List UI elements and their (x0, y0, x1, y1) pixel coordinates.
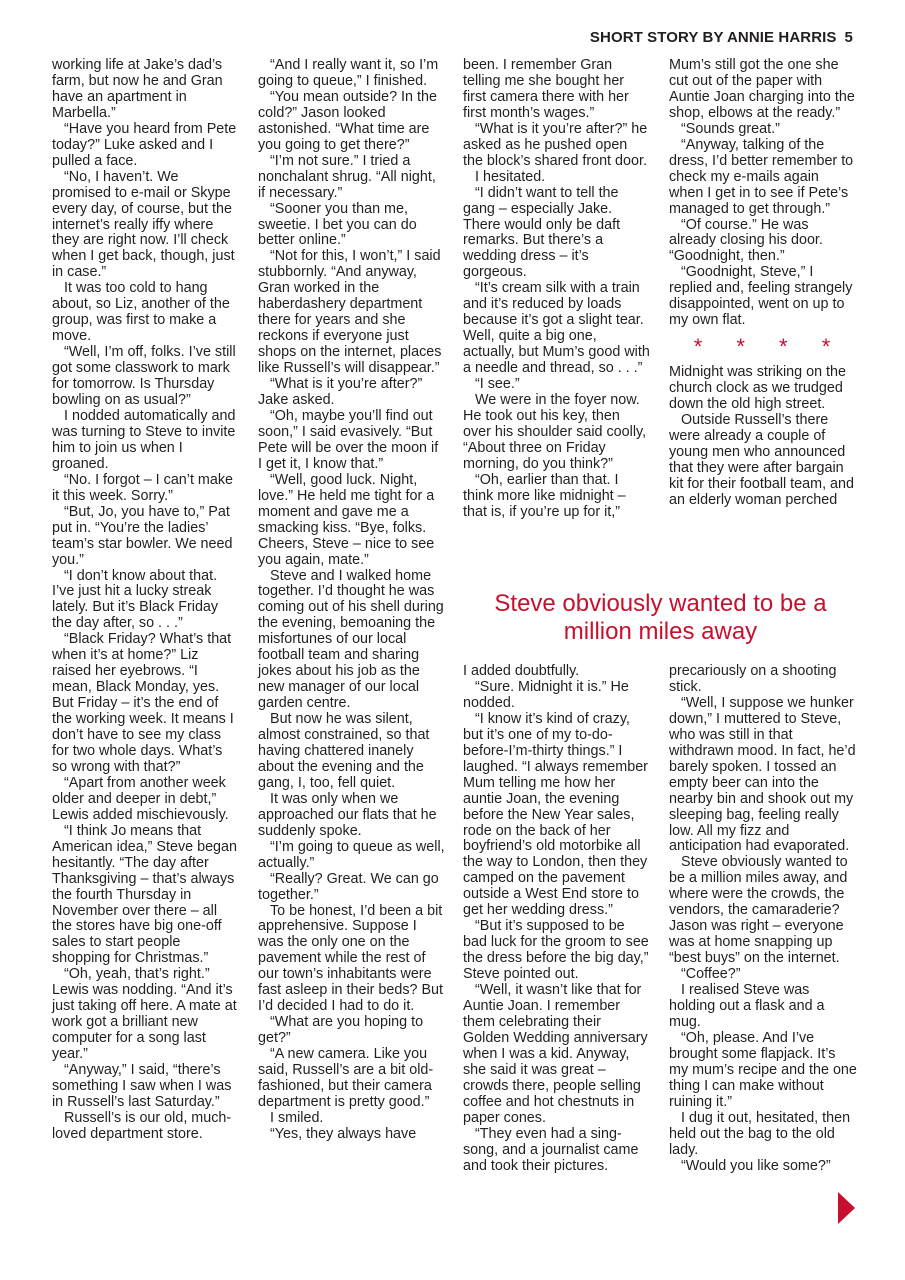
paragraph: “I know it’s kind of crazy, but it’s one of my to-do-before-I’m-thirty things.” I laughed. “I always remember Mum telling me how her auntie Joan, the evening before the New Year sales, rode on the back of her boyfriend’s old motorbike all the way to London, then they camped on the pavement outside a West End store to get her wedding dress.” (463, 710, 648, 919)
paragraph: working life at Jake’s dad’s farm, but now he and Gran have an apartment in Marbella.” (52, 57, 223, 121)
paragraph: I added doubtfully. (463, 663, 580, 679)
paragraph: “No, I haven’t. We promised to e-mail or Skype every day, of course, but the internet’s really iffy where they are right now. I’ll check when I get back, though, just in case.” (52, 168, 235, 281)
paragraph: “Yes, they always have (270, 1125, 417, 1142)
paragraph: “Oh, earlier than that. I think more like midnight – that is, if you’re up for it,” (463, 471, 626, 520)
paragraph: “A new camera. Like you said, Russell’s are a bit old-fashioned, but their camera department is pretty good.” (258, 1046, 434, 1110)
column-1 (52, 58, 240, 1143)
column-4-top-paras (669, 58, 857, 329)
paragraph: “You mean outside? In the cold?” Jason looked astonished. “What time are you going to get there?” (258, 88, 437, 153)
column-3-bottom (463, 664, 651, 1175)
paragraph: “Coffee?” (681, 966, 741, 983)
column-4-bottom (669, 664, 857, 1175)
paragraph: “No. I forgot – I can’t make it this week. Sorry.” (52, 471, 234, 504)
paragraph: precariously on a shooting stick. (669, 663, 837, 695)
paragraph: It was only when we approached our flats that he suddenly spoke. (258, 790, 437, 839)
paragraph: I smiled. (270, 1109, 324, 1126)
paragraph: “Well, I suppose we hunker down,” I muttered to Steve, who was still in that withdrawn mood. In fact, he’d barely spoken. I tossed an empty beer can into the nearby bin and shook out my sleeping bag, feeling really low. All my fizz and anticipation had evaporated. (669, 694, 856, 855)
paragraph: We were in the foyer now. He took out his key, then over his shoulder said coolly, “About three on Friday morning, do you think?” (463, 392, 647, 472)
paragraph: “Anyway,” I said, “there’s something I saw when I was in Russell’s last Saturday.” (52, 1062, 232, 1110)
paragraph: “Black Friday? What’s that when it’s at home?” Liz raised her eyebrows. “I mean, Black Monday, yes. But Friday – it’s the end of the working week. It means I don’t have to see my class for two whole days. What’s so wrong with that?” (52, 631, 234, 775)
column-4-top (669, 58, 857, 509)
paragraph: I hesitated. (475, 168, 546, 185)
paragraph: “I’m not sure.” I tried a nonchalant shrug. “All night, if necessary.” (258, 152, 436, 201)
paragraph: “Of course.” He was already closing his door. “Goodnight, then.” (669, 216, 823, 265)
paragraph: “Apart from another week older and deeper in debt,” Lewis added mischievously. (52, 774, 229, 823)
paragraph: Outside Russell’s there were already a couple of young men who announced that they were after bargain kit for their football team, and an elderly woman perched (669, 412, 854, 508)
paragraph: Steve and I walked home together. I’d thought he was coming out of his shell during the evening, bemoaning the misfortunes of our local football team and sharing jokes about his job as the new manager of our local garden centre. (258, 567, 444, 712)
paragraph: “Have you heard from Pete today?” Luke asked and I pulled a face. (52, 120, 237, 169)
paragraph: Midnight was striking on the church clock as we trudged down the old high street. (669, 364, 846, 413)
paragraph: Steve obviously wanted to be a million miles away, and where were the crowds, the vendors, the camaraderie? Jason was right – everyone was at home snapping up “best buys” on the internet. (669, 854, 848, 967)
paragraph: “Oh, yeah, that’s right.” Lewis was nodding. “And it’s just taking off here. A mate at work got a brilliant new computer for a song last year.” (52, 966, 237, 1063)
paragraph: “And I really want it, so I’m going to queue,” I finished. (258, 57, 439, 89)
page-header (590, 29, 853, 46)
paragraph: “Well, good luck. Night, love.” He held me tight for a moment and gave me a smacking kiss. “Bye, folks. Cheers, Steve – nice to see you again, mate.” (258, 471, 435, 568)
paragraph: “Really? Great. We can go together.” (258, 870, 439, 903)
paragraph: To be honest, I’d been a bit apprehensive. Suppose I was the only one on the pavement while the rest of our town’s inhabitants were fast asleep in their beds? But I’d decided I had to do it. (258, 902, 443, 1015)
paragraph: “Well, I’m off, folks. I’ve still got some classwork to mark for tomorrow. Is Thursday bowling on as usual?” (52, 344, 236, 409)
paragraph: “What is it you’re after?” Jake asked. (258, 376, 423, 409)
paragraph: Russell’s is our old, much-loved department store. (52, 1109, 232, 1142)
paragraph: “It’s cream silk with a train and it’s reduced by loads because it’s got a slight tear. Well, quite a big one, actually, but Mum’s good with a needle and thread, so . . .” (463, 280, 650, 377)
paragraph: “But it’s supposed to be bad luck for the groom to see the dress before the big day,” Steve pointed out. (463, 918, 649, 983)
paragraph: I nodded automatically and was turning to Steve to invite him to join us when I groaned. (52, 407, 236, 472)
paragraph: “Sure. Midnight it is.” He nodded. (463, 678, 629, 711)
paragraph: been. I remember Gran telling me she bought her first camera there with her first month’s wages.” (463, 57, 629, 121)
pull-quote: Steve obviously wanted to be a million miles away (494, 590, 827, 645)
paragraph: “Oh, please. And I’ve brought some flapjack. It’s my mum’s recipe and the one thing I can make without ruining it.” (669, 1029, 857, 1110)
paragraph: It was too cold to hang about, so Liz, another of the group, was first to make a move. (52, 280, 230, 345)
paragraph: “I think Jo means that American idea,” Steve began hesitantly. “The day after Thanksgiving – that’s always the fourth Thursday in November over there – all the stores have big one-off sales to start people shopping for Christmas.” (52, 822, 237, 967)
paragraph: “Anyway, talking of the dress, I’d better remember to check my e-mails again when I get in to see if Pete’s managed to get through.” (669, 136, 854, 217)
paragraph: “Would you like some?” (681, 1157, 831, 1174)
paragraph: “Well, it wasn’t like that for Auntie Joan. I remember them celebrating their Golden Wedding anniversary when I was a kid. Anyway, she said it was great – crowds there, people selling coffee and hot chestnuts in paper cones. (463, 982, 648, 1126)
paragraph: “Not for this, I won’t,” I said stubbornly. “And anyway, Gran worked in the haberdashery department there for years and she reckons if everyone just shops on the internet, places like Russell’s will disappear.” (258, 248, 442, 377)
paragraph: I realised Steve was holding out a flask and a mug. (669, 982, 825, 1030)
paragraph: “I see.” (475, 376, 520, 393)
story-byline: SHORT STORY BY ANNIE HARRIS (589, 29, 837, 46)
paragraph: “I don’t know about that. I’ve just hit a lucky streak lately. But it’s Black Friday the day after, so . . .” (52, 567, 219, 632)
paragraph: “Oh, maybe you’ll find out soon,” I said evasively. “But Pete will be over the moon if I get it, I know that.” (258, 407, 439, 472)
continue-arrow-icon (838, 1192, 855, 1224)
page-number: 5 (844, 29, 853, 46)
paragraph: “They even had a sing-song, and a journalist came and took their pictures. (463, 1125, 639, 1174)
paragraph: “But, Jo, you have to,” Pat put in. “You’re the ladies’ team’s star bowler. We need you.” (52, 503, 233, 568)
paragraph: “I’m going to queue as well, actually.” (258, 838, 445, 871)
paragraph: But now he was silent, almost constrained, so that having chattered inanely about the evening and the gang, I, too, fell quiet. (258, 711, 430, 791)
paragraph: “Sounds great.” (681, 120, 780, 137)
section-break-asterisks: * * * * (693, 334, 845, 360)
paragraph: “Goodnight, Steve,” I replied and, feeling strangely disappointed, went on up to my own flat. (669, 264, 853, 329)
column-2 (258, 58, 446, 1143)
paragraph: I dug it out, hesitated, then held out the bag to the old lady. (669, 1109, 851, 1158)
paragraph: Mum’s still got the one she cut out of the paper with Auntie Joan charging into the shop, elbows at the ready.” (669, 57, 855, 121)
paragraph: “I didn’t want to tell the gang – especially Jake. There would only be daft remarks. But there’s a wedding dress – it’s gorgeous. (463, 184, 621, 281)
column-3-top (463, 58, 651, 521)
paragraph: “Sooner you than me, sweetie. I bet you can do better online.” (258, 200, 417, 249)
paragraph: “What is it you’re after?” he asked as he pushed open the block’s shared front door. (463, 120, 648, 169)
column-4-after-break (669, 365, 857, 509)
paragraph: “What are you hoping to get?” (258, 1014, 424, 1047)
